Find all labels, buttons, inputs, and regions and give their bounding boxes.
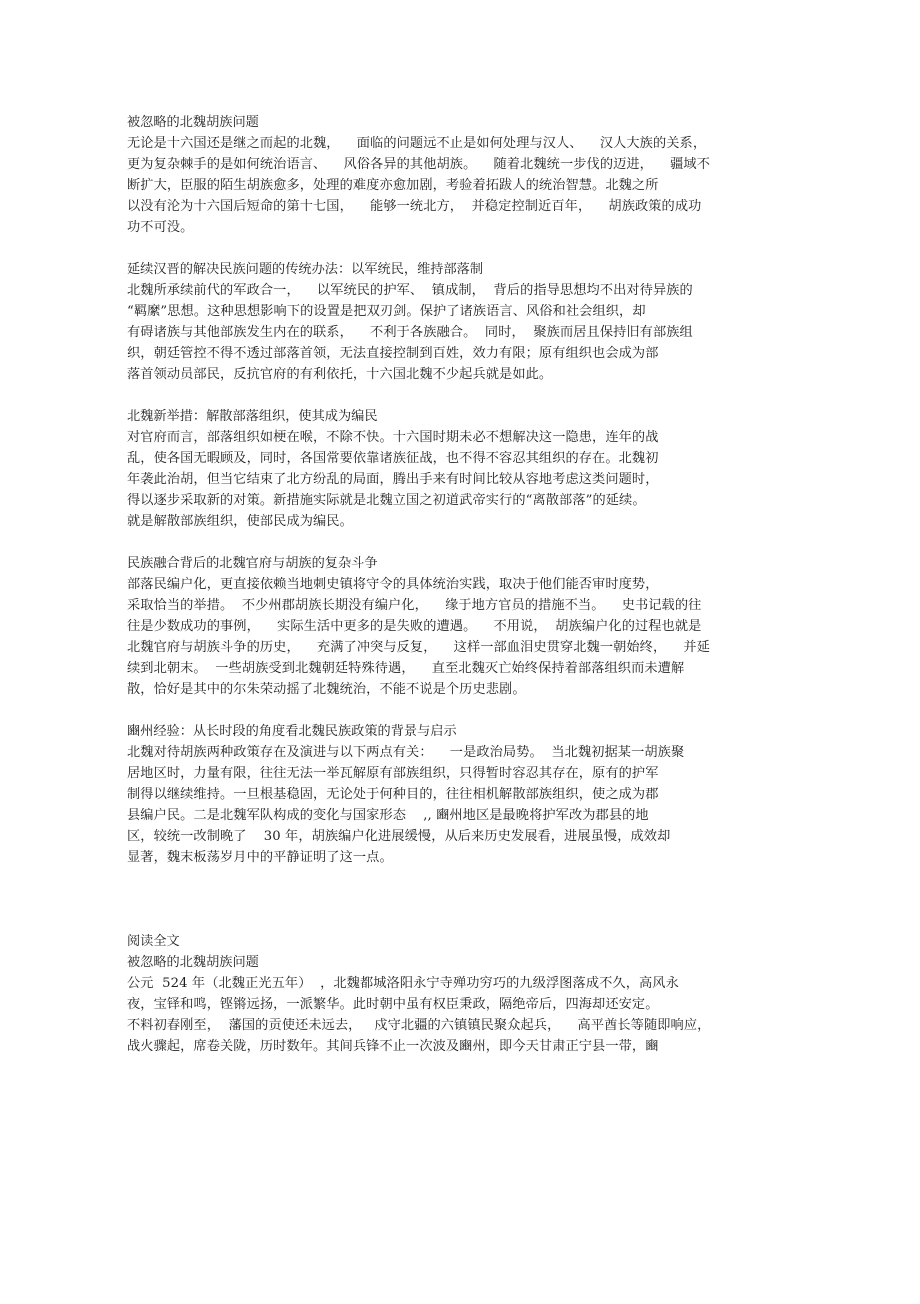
- paragraph-line: 断扩大，臣服的陌生胡族愈多，处理的难度亦愈加剧，考验着拓跋人的统治智慧。北魏之所: [127, 178, 659, 193]
- section-struggle: [127, 553, 790, 700]
- paragraph-line: 北魏所承续前代的军政合一， 以军统民的护军、 镇成制， 背后的指导思想均不出对待异族的: [127, 283, 693, 298]
- paragraph-line: 公元 524 年（北魏正光五年） ，北魏都城洛阳永宁寺殚功穷巧的九级浮图落成不久，高风永: [127, 976, 679, 991]
- paragraph-line: 居地区时，力量有限，往往无法一举瓦解原有部族组织，只得暂时容忍其存在，原有的护军: [127, 766, 659, 781]
- paragraph-line: 部落民编户化，更直接依赖当地刺史镇将守令的具体统治实践，取决于他们能否审时度势，: [127, 577, 659, 592]
- section-heading-struggle: 民族融合背后的北魏官府与胡族的复杂斗争: [127, 556, 378, 571]
- document-body: [127, 112, 790, 1057]
- paragraph-line: 乱，使各国无暇顾及，同时，各国常要依靠诸族征战，也不得不容忍其组织的存在。北魏初: [127, 451, 659, 466]
- read-full-block: [127, 931, 790, 1057]
- paragraph-line: 显著，魏末板荡岁月中的平静证明了这一点。: [127, 850, 393, 865]
- paragraph-line: 续到北朝末。 一些胡族受到北魏朝廷特殊待遇， 直至北魏灭亡始终保持着部落组织而未遭解: [127, 661, 685, 676]
- paragraph-line: 采取恰当的举措。 不少州郡胡族长期没有编户化， 缘于地方官员的措施不当。 史书记载的往: [127, 598, 702, 613]
- paragraph-line: 织，朝廷管控不得不透过部落首领，无法直接控制到百姓，效力有限；原有组织也会成为部: [127, 346, 659, 361]
- paragraph-line: 无论是十六国还是继之而起的北魏， 面临的问题远不止是如何处理与汉人、 汉人大族的关系，: [127, 136, 707, 151]
- paragraph-line: 就是解散部族组织，使部民成为编民。: [127, 514, 353, 529]
- read-full-text-link[interactable]: 阅读全文: [127, 934, 180, 949]
- paragraph-line: 功不可没。: [127, 220, 194, 235]
- section-tradition: [127, 259, 790, 385]
- section-newpolicy: [127, 406, 790, 532]
- paragraph-line: 往是少数成功的事例， 实际生活中更多的是失败的遭遇。 不用说， 胡族编户化的过程也就是: [127, 619, 702, 634]
- paragraph-line: 散，恰好是其中的尔朱荣动摇了北魏统治，不能不说是个历史悲剧。: [127, 682, 526, 697]
- paragraph-line: 北魏官府与胡族斗争的历史， 充满了冲突与反复， 这样一部血泪史贯穿北魏一朝始终， 并延: [127, 640, 710, 655]
- paragraph-line: 战火骤起，席卷关陇，历时数年。其间兵锋不止一次波及豳州，即今天甘肃正宁县一带，豳: [127, 1039, 659, 1054]
- section-heading-newpolicy: 北魏新举措：解散部落组织，使其成为编民: [127, 409, 378, 424]
- full-text-heading: 被忽略的北魏胡族问题: [127, 955, 259, 970]
- section-divider-space: [127, 889, 790, 931]
- paragraph-line: 落首领动员部民，反抗官府的有利依托，十六国北魏不少起兵就是如此。: [127, 367, 553, 382]
- paragraph-line: 夜，宝铎和鸣，铿锵远扬，一派繁华。此时朝中虽有权臣秉政，隔绝帝后，四海却还安定。: [127, 997, 659, 1012]
- paragraph-line: 北魏对待胡族两种政策存在及演进与以下两点有关： 一是政治局势。 当北魏初据某一胡族聚: [127, 745, 685, 760]
- section-binzhou: [127, 721, 790, 868]
- paragraph-line: 有碍诸族与其他部族发生内在的联系， 不利于各族融合。 同时， 聚族而居且保持旧有部族组: [127, 325, 693, 340]
- paragraph-line: 制得以继续维持。一旦根基稳固，无论处于何种目的，往往相机解散部族组织，使之成为郡: [127, 787, 659, 802]
- paragraph-line: 区，较统一改制晚了 30 年，胡族编户化进展缓慢，从后来历史发展看，进展虽慢，成效却: [127, 829, 671, 844]
- section-intro: [127, 112, 790, 238]
- section-heading-intro: 被忽略的北魏胡族问题: [127, 115, 259, 130]
- section-heading-binzhou: 豳州经验：从长时段的角度看北魏民族政策的背景与启示: [127, 724, 457, 739]
- paragraph-line: 年袭此治胡，但当它结束了北方纷乱的局面，腾出手来有时间比较从容地考虑这类问题时，: [127, 472, 659, 487]
- paragraph-line: 县编户民。二是北魏军队构成的变化与国家形态 ,, 豳州地区是最晚将护军改为郡县的地: [127, 808, 649, 823]
- paragraph-line: 更为复杂棘手的是如何统治语言、 风俗各异的其他胡族。 随着北魏统一步伐的迈进， 疆域不: [127, 157, 710, 172]
- paragraph-line: 对官府而言，部落组织如梗在喉，不除不快。十六国时期未必不想解决这一隐患，连年的战: [127, 430, 659, 445]
- paragraph-line: 以没有沦为十六国后短命的第十七国， 能够一统北方， 并稳定控制近百年， 胡族政策的成功: [127, 199, 702, 214]
- paragraph-line: 得以逐步采取新的对策。新措施实际就是北魏立国之初道武帝实行的“离散部落”的延续。: [127, 493, 646, 508]
- paragraph-line: “羁縻”思想。这种思想影响下的设置是把双刃剑。保护了诸族语言、风俗和社会组织，却: [127, 304, 646, 319]
- section-heading-tradition: 延续汉晋的解决民族问题的传统办法：以军统民，维持部落制: [127, 262, 484, 277]
- paragraph-line: 不料初春刚至， 藩国的贡使还未远去， 戍守北疆的六镇镇民聚众起兵， 高平酋长等随即响应，: [127, 1018, 711, 1033]
